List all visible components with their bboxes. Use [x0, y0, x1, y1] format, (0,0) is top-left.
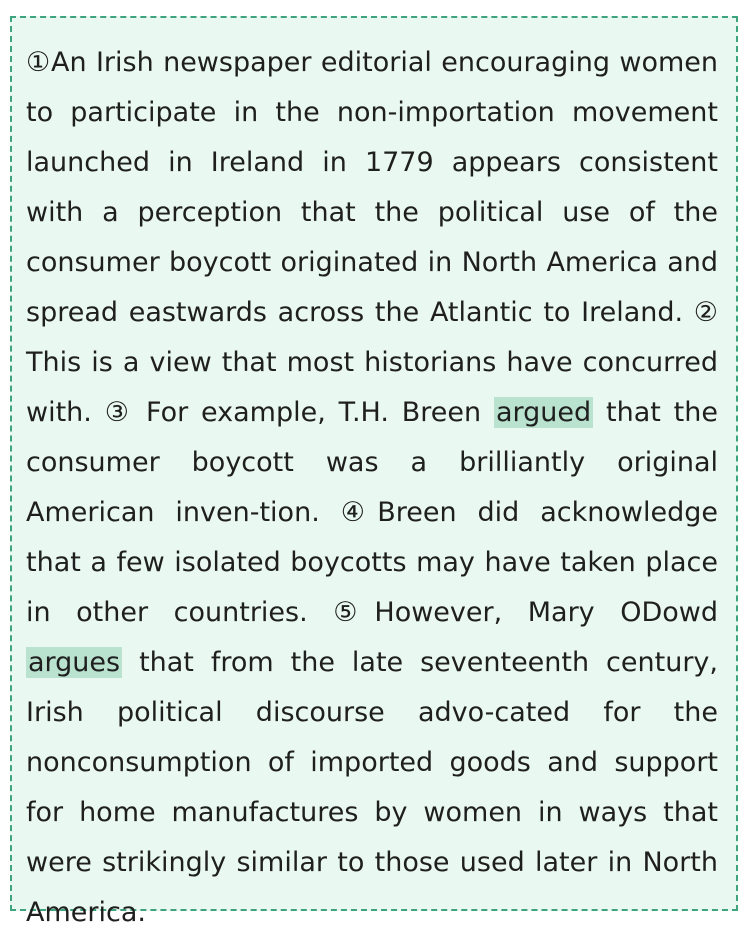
passage-segment: ①An Irish newspaper editorial encouraging women to participate in the non-importation movement launched in Ireland in 1779 appears consistent with a perception that the political use of the consumer boycott originated in North America and spread eastwards across the Atlantic to Ireland. ② This is a view that most historians have concurred with. ③ For example, T.H. Breen — [26, 47, 718, 428]
passage-segment: that from the late seventeenth century, Irish political discourse advo-cated for the nonconsumption of imported goods and support for home manufactures by women in ways that were strikingly similar to those used later in North America. — [26, 647, 718, 928]
highlighted-word-argues: argues — [28, 647, 121, 678]
highlighted-word-argued: argued — [495, 397, 592, 428]
passage-segment: that the consumer boycott was a brilliantly original American inven-tion. ④Breen did acknowledge that a few isolated boycotts may have taken place in other countries. ⑤However, Mary ODowd — [26, 397, 718, 628]
reading-passage — [26, 38, 718, 938]
